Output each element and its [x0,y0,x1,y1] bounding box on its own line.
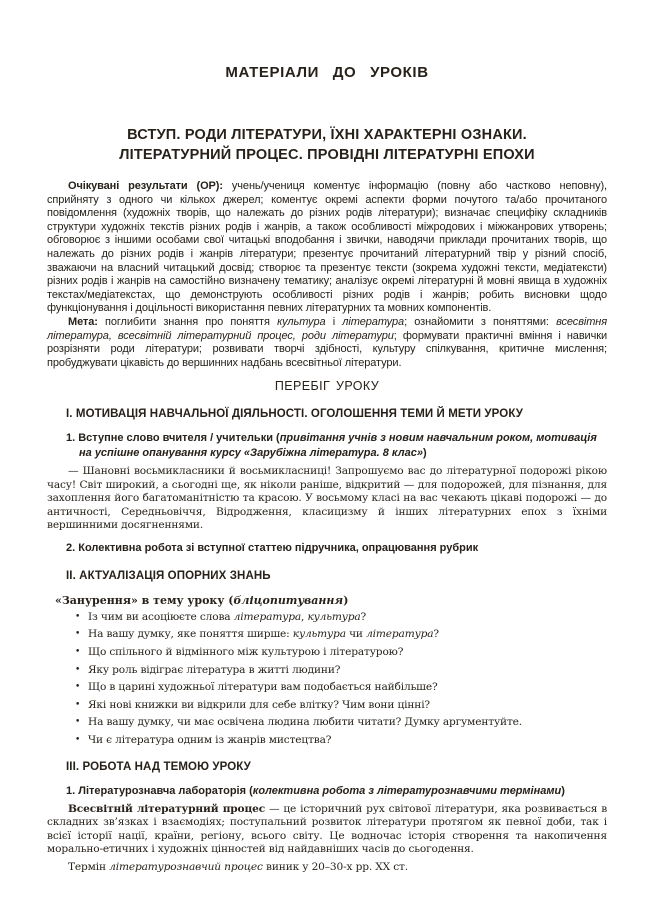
step-2-heading: 2. Колективна робота зі вступної статтею підручника, опрацювання рубрик [66,542,479,555]
bullet-icon: • [75,699,81,710]
question-item [75,664,607,677]
question-item [75,611,607,624]
bullet-icon: • [75,682,81,693]
teacher-speech-paragraph: — Шановні восьмикласники й восьмикласниці! Запрошуємо вас до літературної подорожі рікою часу! Світ широкий, а сьогодні ще, як ніколи раніше, відкритий — для подорожей, для пізнання, для захоплення його багатоманітністю та красою. У восьмому класі на вас чекають цікаві подорожі — до античності, Середньовіччя, Відродження, класицизму й інших літературних епох з їхніми вершинними досягненнями. [47,465,607,531]
expected-results-paragraph: Очікувані результати (ОР): учень/учениця коментує інформацію (повну або частково неповну), сприйняту з одного чи кількох джерел; коментує окремі аспекти форми почутого та/або прочитаного повідомлення (художніх творів, що належать до різних родів літератури); визначає специфіку складників структури художніх текстів різних родів і жанрів, а також особливості міжродових і міжжанрових утворень; обговорює з іншими особами свої читацькі вподобання і звички, наводячи приклади прочитаних творів, що належать до різних родів і жанрів літератури; презентує прочитаний літературний твір у різний спосіб, зважаючи на власний читацький досвід; створює та презентує тексти (зокрема художні тексти, медіатексти) різних родів і жанрів на самостійно визначену тематику; аналізує окремі літературні й мовні явища в художніх текстах/медіатекстах, що демонструють особливості різних родів і жанрів; робить висновки щодо функціонування і доцільності використання певних літературних та мовних компонентів. [47,180,607,315]
section-3-heading: ІІІ. РОБОТА НАД ТЕМОЮ УРОКУ [66,761,251,774]
bullet-icon: • [75,629,81,640]
bullet-icon: • [75,647,81,658]
step-1-intro-heading: 1. Вступне слово вчителя / учительки (привітання учнів з новим навчальним роком, мотивація на успішне опанування курсу «Зарубіжна література. 8 клас») [66,432,597,459]
question-item [75,734,607,747]
section-2-heading: ІІ. АКТУАЛІЗАЦІЯ ОПОРНИХ ЗНАНЬ [66,569,271,582]
question-text: На вашу думку, чи має освічена людина любити читати? Думку аргументуйте. [88,716,522,729]
question-text: Чи є література одним із жанрів мистецтва? [88,734,332,746]
bullet-icon: • [75,611,81,622]
question-text: Що спільного й відмінного між культурою і літературою? [88,646,404,659]
question-item [75,681,607,694]
question-text: Які нові книжки ви відкрили для себе влітку? Чим вони цінні? [88,698,430,711]
question-item [75,628,607,641]
lesson-title-line1: ВСТУП. РОДИ ЛІТЕРАТУРИ, ЇХНІ ХАРАКТЕРНІ ОЗНАКИ. [127,127,527,143]
question-text: Яку роль відіграє література в житті людини? [88,663,341,676]
question-text: На вашу думку, яке поняття ширше: культура чи література? [88,628,439,641]
lesson-flow-heading: ПЕРЕБІГ УРОКУ [274,379,380,394]
lab-heading: 1. Літературознавча лабораторія (колективна робота з літературознавчими термінами) [66,785,565,798]
definition-paragraph: Всесвітній літературний процес — це історичний рух світової літератури, яка розвивається в складних зв’язках і взаємодіях; поступальний розвиток літератури протягом як певної доби, так і всієї історії нації, країни, регіону, всього світу. Це водночас історія створення та накопичення морально-етичних і художніх цінностей від найдавніших часів до сьогодення. [47,802,608,856]
question-item [75,646,607,659]
bullet-icon: • [75,664,81,675]
bullet-icon: • [75,735,81,745]
lesson-title [47,125,607,165]
lesson-title-line2: ЛІТЕРАТУРНИЙ ПРОЦЕС. ПРОВІДНІ ЛІТЕРАТУРНІ ЕПОХИ [119,147,535,163]
question-text: Із чим ви асоціюєте слова література, культура? [88,610,367,623]
section-1-heading: І. МОТИВАЦІЯ НАВЧАЛЬНОЇ ДІЯЛЬНОСТІ. ОГОЛОШЕННЯ ТЕМИ Й МЕТИ УРОКУ [66,408,524,421]
goal-paragraph: Мета: поглибити знання про поняття культура і література; ознайомити з поняттями: всесвітня література, всесвітній літературний процес, роди літератури; формувати практичні вміння і навички розрізняти роди літератури; розвивати творчі здібності, культуру спілкування, критичне мислення; пробуджувати цікавість до вершинних надбань всесвітньої літератури. [47,315,607,369]
immersion-heading: «Занурення» в тему уроку (бліцопитування) [55,593,349,607]
term-paragraph: Термін літературознавчий процес виник у 20–30-х рр. ХХ ст. [68,860,408,873]
bullet-icon: • [75,717,81,728]
question-item [75,716,607,729]
question-text: Що в царині художньої літератури вам подобається найбільше? [88,681,438,694]
page-title: МАТЕРІАЛИ ДО УРОКІВ [225,64,429,81]
question-item [75,699,607,712]
blitz-question-list [47,611,607,748]
